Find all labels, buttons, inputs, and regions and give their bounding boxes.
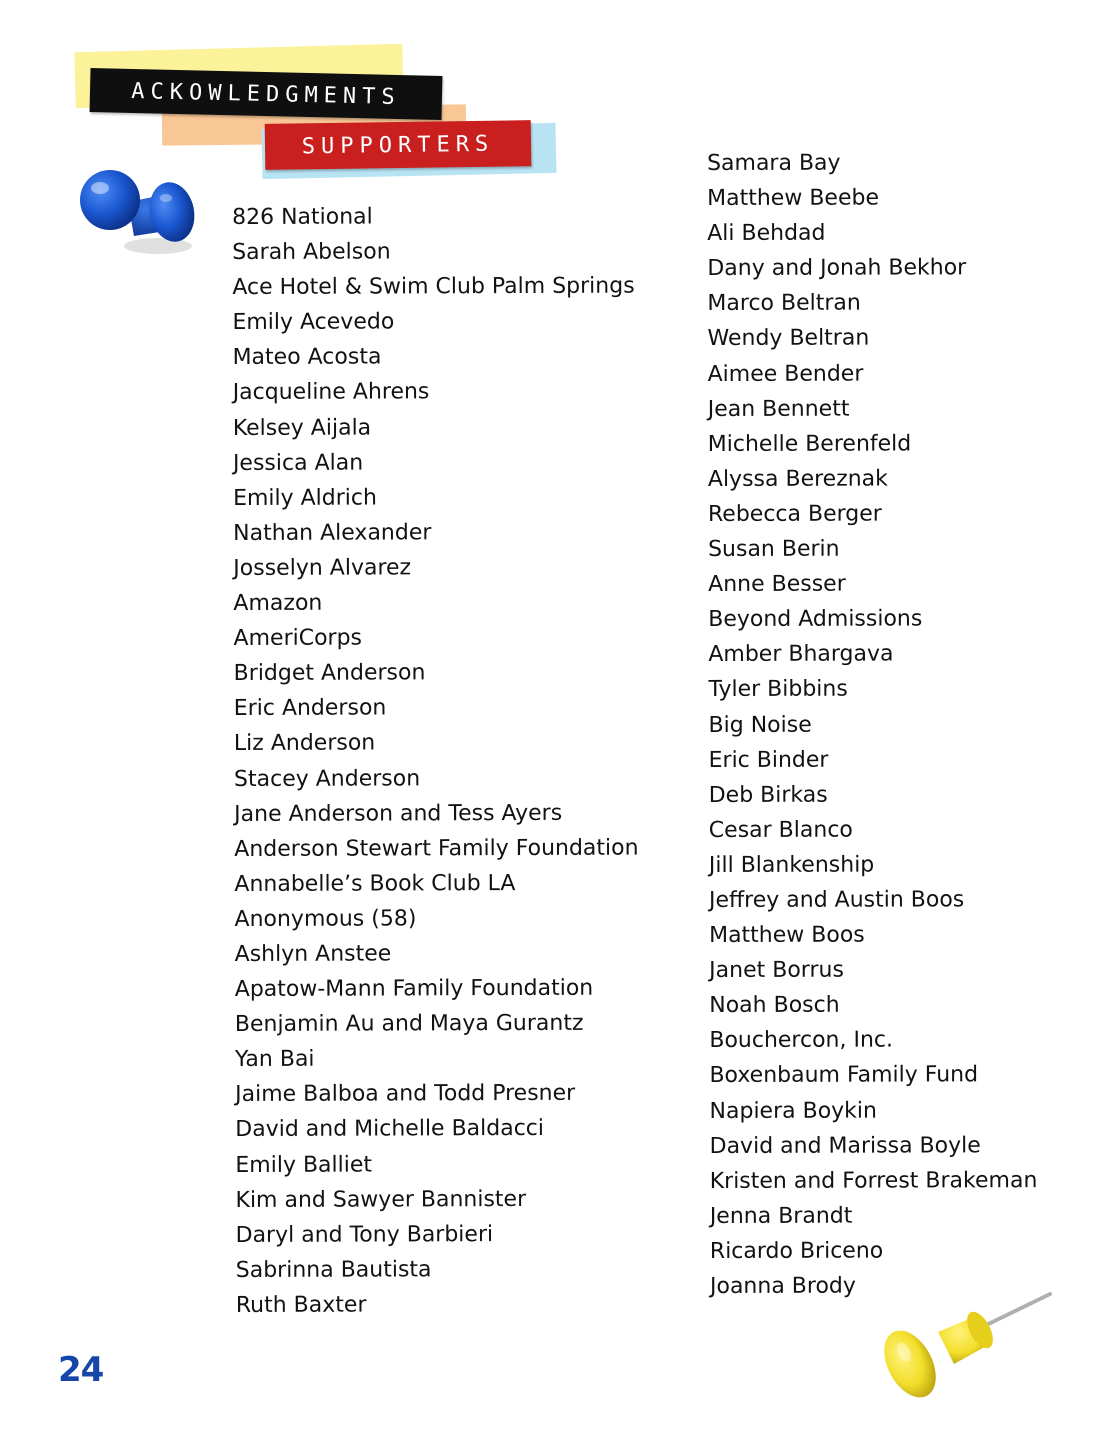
blue-pushpin-icon	[76, 164, 206, 264]
list-item: Sarah Abelson	[232, 239, 391, 266]
list-item: Yan Bai	[234, 1046, 315, 1073]
list-item: Kelsey Aijala	[232, 415, 372, 441]
section-title-label	[90, 68, 443, 120]
list-item: Amber Bhargava	[708, 641, 894, 668]
list-item: Samara Bay	[707, 150, 841, 176]
list-item: Susan Berin	[708, 536, 840, 563]
list-item: Wendy Beltran	[707, 326, 870, 352]
list-item: Anonymous (58)	[234, 906, 417, 932]
list-item: Michelle Berenfeld	[707, 431, 912, 457]
list-item: Dany and Jonah Bekhor	[707, 255, 967, 282]
list-item: Kristen and Forrest Brakeman	[709, 1167, 1038, 1194]
list-item: Annabelle’s Book Club LA	[234, 870, 516, 897]
list-item: Stacey Anderson	[233, 765, 421, 792]
list-item: Alyssa Bereznak	[707, 466, 888, 492]
list-item: Jean Bennett	[707, 396, 850, 422]
list-item: Rebecca Berger	[707, 501, 882, 527]
list-item: Bridget Anderson	[233, 660, 426, 687]
list-item: Aimee Bender	[707, 361, 864, 387]
list-item: Anderson Stewart Family Foundation	[234, 835, 639, 862]
yellow-pushpin-icon	[872, 1286, 1058, 1406]
list-item: Deb Birkas	[708, 782, 828, 808]
list-item: Mateo Acosta	[232, 344, 382, 371]
list-item: Big Noise	[708, 712, 812, 738]
list-item: Jacqueline Ahrens	[232, 379, 430, 406]
list-item: Nathan Alexander	[233, 520, 432, 546]
list-item: Cesar Blanco	[708, 817, 853, 843]
list-item: 826 National	[232, 204, 373, 230]
list-item: Ruth Baxter	[235, 1292, 367, 1318]
list-item: Sabrinna Bautista	[235, 1257, 432, 1283]
list-item: Napiera Boykin	[709, 1098, 878, 1124]
list-item: Kim and Sawyer Bannister	[235, 1186, 527, 1213]
list-item: Tyler Bibbins	[708, 677, 848, 703]
list-item: Eric Binder	[708, 747, 829, 773]
list-item: David and Michelle Baldacci	[235, 1116, 545, 1143]
list-item: Beyond Admissions	[708, 606, 923, 633]
page-number: 24	[58, 1350, 104, 1390]
list-item: Jaime Balboa and Todd Presner	[235, 1081, 576, 1108]
list-item: Ricardo Briceno	[709, 1238, 884, 1264]
list-item: Jill Blankenship	[708, 852, 875, 878]
list-item: Daryl and Tony Barbieri	[235, 1221, 494, 1248]
list-item: David and Marissa Boyle	[709, 1132, 981, 1159]
list-item: Eric Anderson	[233, 695, 387, 722]
list-item: Emily Balliet	[235, 1152, 373, 1178]
list-item: Emily Aldrich	[232, 485, 377, 511]
list-item: Josselyn Alvarez	[233, 555, 412, 581]
list-item: Noah Bosch	[709, 992, 840, 1019]
section-title: ACKOWLEDGMENTS	[131, 78, 401, 110]
list-item: Jane Anderson and Tess Ayers	[234, 800, 563, 827]
list-item: Joanna Brody	[709, 1273, 856, 1299]
list-item: Janet Borrus	[709, 957, 844, 984]
list-item: Benjamin Au and Maya Gurantz	[234, 1010, 584, 1038]
list-item: Apatow-Mann Family Foundation	[234, 975, 594, 1003]
list-item: Jenna Brandt	[709, 1203, 853, 1229]
list-item: Jessica Alan	[232, 450, 364, 476]
section-subtitle-label	[265, 120, 532, 170]
list-item: Marco Beltran	[707, 290, 861, 317]
list-item: Bouchercon, Inc.	[709, 1027, 894, 1054]
list-item: Ali Behdad	[707, 220, 826, 247]
list-item: Liz Anderson	[233, 730, 376, 757]
list-item: Boxenbaum Family Fund	[709, 1062, 979, 1089]
list-item: Matthew Boos	[709, 922, 865, 949]
list-item: Anne Besser	[708, 571, 846, 598]
supporters-list-right	[707, 145, 1038, 1304]
list-item: Ace Hotel & Swim Club Palm Springs	[232, 273, 635, 301]
section-subtitle: SUPPORTERS	[301, 131, 495, 159]
list-item: Jeffrey and Austin Boos	[708, 887, 965, 913]
list-item: Emily Acevedo	[232, 309, 395, 336]
list-item: AmeriCorps	[233, 625, 363, 652]
list-item: Matthew Beebe	[707, 185, 880, 212]
list-item: Ashlyn Anstee	[234, 941, 392, 967]
list-item: Amazon	[233, 590, 323, 617]
supporters-list-left	[232, 199, 640, 1323]
